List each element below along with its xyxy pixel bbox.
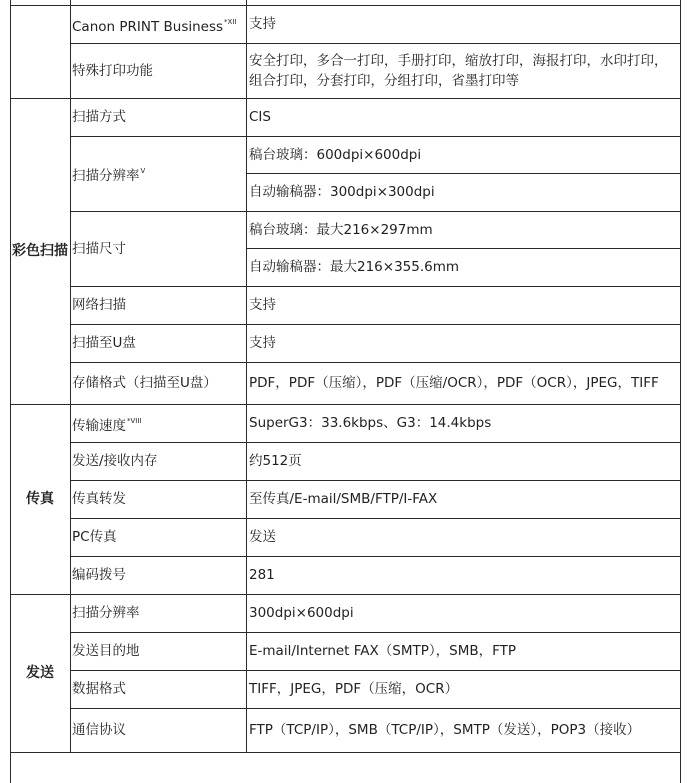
category-label [10, 98, 70, 404]
category-label [10, 404, 70, 594]
spec-label-text: 数据格式 [72, 681, 126, 697]
spec-label-text: 传真转发 [72, 491, 126, 507]
spec-value [249, 5, 669, 43]
spec-label [72, 670, 242, 708]
spec-label-text: 扫描分辨率$^V$ [72, 167, 146, 184]
spec-value-text: CIS [249, 109, 271, 125]
spec-label [72, 632, 242, 670]
category-label [10, 594, 70, 752]
spec-value [249, 556, 669, 594]
spec-label-text: 传输速度$^{*VIII}$ [72, 416, 142, 434]
category-label-text: 彩色扫描 [12, 243, 68, 259]
spec-value [249, 98, 669, 136]
category-label-text: 传真 [26, 491, 54, 507]
spec-value-text: 稿台玻璃：最大216×297mm [249, 221, 433, 238]
spec-label [72, 594, 242, 632]
spec-label-text: 扫描分辨率 [72, 605, 140, 621]
footnote-mark: *VIII [127, 416, 142, 425]
spec-label-text: 编码拨号 [72, 567, 126, 583]
spec-label-text: 特殊打印功能 [72, 62, 153, 79]
spec-label [72, 362, 242, 404]
spec-value [249, 404, 669, 442]
spec-label [72, 556, 242, 594]
spec-value-text: 281 [249, 567, 275, 583]
spec-value [249, 480, 669, 518]
spec-value-text: 支持 [249, 297, 276, 313]
spec-value [249, 173, 669, 211]
footnote-mark: *XII [224, 17, 237, 26]
spec-value [249, 442, 669, 480]
spec-value-text: FTP（TCP/IP），SMB（TCP/IP），SMTP（发送），POP3（接收） [249, 722, 641, 738]
spec-value-text: 至传真/E-mail/SMB/FTP/I-FAX [249, 491, 438, 507]
spec-label [72, 136, 242, 211]
spec-label-text: 发送目的地 [72, 643, 140, 659]
spec-value-text: TIFF，JPEG，PDF（压缩，OCR） [249, 681, 459, 697]
spec-value-text: 安全打印，多合一打印，手册打印，缩放打印，海报打印，水印打印，组合打印，分套打印，分组打印，省墨打印等 [249, 52, 668, 89]
label-column-border [246, 0, 247, 752]
spec-label-text: Canon PRINT Business$^{*XII}$ [72, 17, 237, 35]
spec-label-text: 网络扫描 [72, 297, 126, 313]
spec-value-text: 约512页 [249, 453, 302, 469]
spec-label-text: 扫描至U盘 [72, 335, 136, 351]
spec-label [72, 480, 242, 518]
spec-label [72, 98, 242, 136]
spec-value-text: 发送 [249, 529, 276, 545]
spec-value [249, 708, 669, 752]
spec-value-text: 300dpi×600dpi [249, 605, 354, 621]
spec-value-text: 稿台玻璃：600dpi×600dpi [249, 146, 422, 163]
spec-value-text: PDF，PDF（压缩），PDF（压缩/OCR），PDF（OCR），JPEG，TIFF [249, 375, 659, 391]
spec-value [249, 324, 669, 362]
spec-label-text: 扫描尺寸 [72, 240, 126, 257]
spec-value [249, 248, 669, 286]
spec-value-text: SuperG3：33.6kbps、G3：14.4kbps [249, 415, 492, 431]
spec-label-text: 扫描方式 [72, 109, 126, 125]
spec-value-text: 自动输稿器：最大216×355.6mm [249, 259, 460, 275]
spec-value [249, 670, 669, 708]
spec-value [249, 211, 669, 248]
spec-label-text: 存储格式（扫描至U盘） [72, 375, 217, 391]
spec-label [72, 286, 242, 324]
category-label-text: 发送 [26, 665, 54, 681]
spec-value [249, 43, 669, 98]
spec-label [72, 442, 242, 480]
spec-value [249, 594, 669, 632]
category-column-border [70, 0, 71, 752]
spec-value [249, 136, 669, 173]
spec-label [72, 324, 242, 362]
spec-value-text: E-mail/Internet FAX（SMTP），SMB，FTP [249, 643, 517, 659]
spec-value [249, 286, 669, 324]
spec-label [72, 404, 242, 442]
table-right-border [680, 0, 681, 783]
spec-value-text: 自动输稿器：300dpi×300dpi [249, 184, 435, 200]
spec-value [249, 632, 669, 670]
spec-label-text: 发送/接收内存 [72, 453, 158, 469]
spec-label [72, 518, 242, 556]
spec-label [72, 211, 242, 286]
table-left-border [10, 0, 11, 783]
spec-label-text: 通信协议 [72, 722, 126, 738]
group-divider [10, 752, 680, 753]
spec-label [72, 43, 242, 98]
spec-value [249, 518, 669, 556]
spec-value [249, 362, 669, 404]
spec-label [72, 708, 242, 752]
footnote-mark: V [140, 167, 146, 175]
spec-label [72, 5, 242, 43]
spec-label-text: PC传真 [72, 529, 117, 545]
spec-value-text: 支持 [249, 16, 276, 32]
spec-value-text: 支持 [249, 335, 276, 351]
